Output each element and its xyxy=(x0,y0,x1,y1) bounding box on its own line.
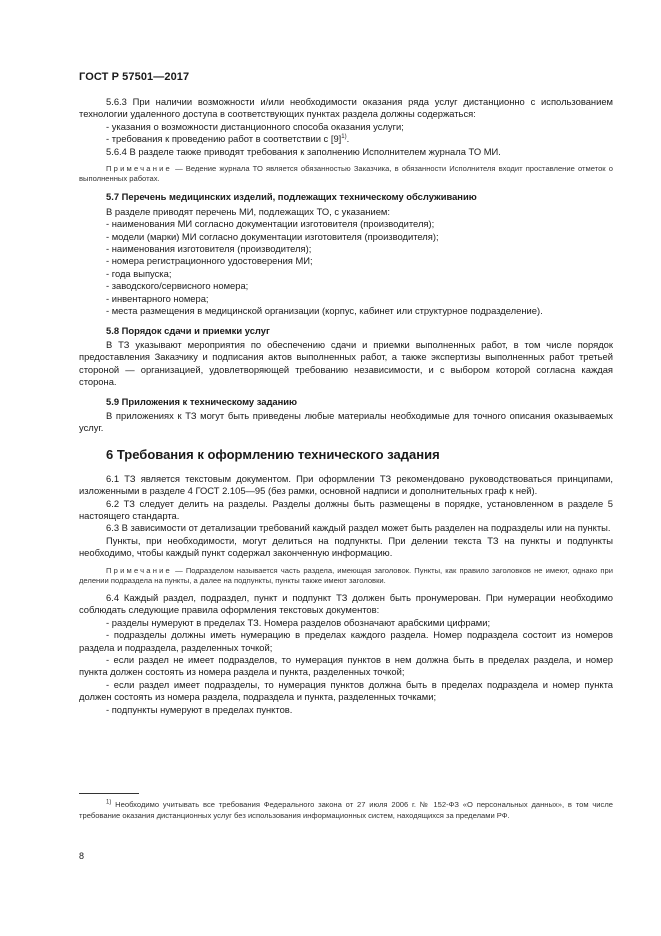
list-item: - года выпуска; xyxy=(106,267,172,279)
document-header: ГОСТ Р 57501—2017 xyxy=(79,71,190,83)
section-5-6-4: 5.6.4 В разделе также приводят требования к заполнению Исполнителем журнала ТО МИ. xyxy=(106,145,501,157)
section-6-heading: 6 Требования к оформлению технического задания xyxy=(106,446,440,462)
footnote-body xyxy=(79,800,613,821)
footnote-text: Необходимо учитывать все требования Федерального закона от 27 июля 2006 г. № 152-ФЗ «О персональных данных», в том числе требование оказания дистанционных услуг без использования информационных систем, находящихся за пределами РФ. xyxy=(79,800,613,820)
note-text: — Ведение журнала ТО является обязанностью Заказчика, в обязанности Исполнителя входит проставление отметок о выполненных работах. xyxy=(79,164,613,184)
list-item: - номера регистрационного удостоверения МИ; xyxy=(106,255,313,267)
list-item-text: - требования к проведению работ в соответствии с [9] xyxy=(106,133,342,145)
section-5-9-heading: 5.9 Приложения к техническому заданию xyxy=(106,395,298,407)
section-5-8-heading: 5.8 Порядок сдачи и приемки услуг xyxy=(106,324,270,336)
list-item xyxy=(79,133,613,145)
note-label: Примечание xyxy=(106,164,172,174)
list-item: - места размещения в медицинской организации (корпус, кабинет или структурное подразделение). xyxy=(106,305,543,317)
page-content xyxy=(79,96,613,716)
list-item: - если раздел не имеет подразделов, то нумерация пунктов в нем должна быть в пределах раздела, и номер пункта должен состоять из номера раздела и пункта, разделенных точкой; xyxy=(79,654,613,678)
section-5-9-text: В приложениях к ТЗ могут быть приведены любые материалы необходимые для точного описания оказываемых услуг. xyxy=(79,409,613,434)
list-item: - если раздел имеет подразделы, то нумерация пунктов должна быть в пределах подраздела и номер пункта должен состоять из номера раздела, подраздела и пункта, разделенных точками; xyxy=(79,678,613,703)
list-item: - модели (марки) МИ согласно документации изготовителя (производителя); xyxy=(106,230,439,242)
note-label: Примечание xyxy=(106,565,172,575)
section-6-1: 6.1 ТЗ является текстовым документом. При оформлении ТЗ рекомендовано руководствоваться принципами, изложенными в разделе 4 ГОСТ 2.105—95 (без рамки, основной надписи и дополнительных граф к ней). xyxy=(79,472,613,497)
page-number: 8 xyxy=(79,851,85,861)
section-5-8-text: В ТЗ указывают мероприятия по обеспечению сдачи и приемки выполненных работ, в том числе порядок предоставления Заказчику и подписания актов выполненных работ, а также экспертизы выполненных работ третьей стороной — организацией, удовлетворяющей требованию независимости, и с выбором которой согласна каждая сторона. xyxy=(79,338,613,388)
note-2 xyxy=(79,566,613,586)
note-1 xyxy=(79,164,613,184)
section-5-6-3-intro: 5.6.3 При наличии возможности и/или необходимости оказания ряда услуг дистанционно с использованием технологии удаленного доступа в соответствующих пунктах раздела должны содержаться: xyxy=(79,96,613,120)
list-item-end: . xyxy=(346,133,350,145)
list-item: - инвентарного номера; xyxy=(106,292,209,304)
list-item: - разделы нумеруют в пределах ТЗ. Номера разделов обозначают арабскими цифрами; xyxy=(106,616,491,628)
section-6-3-continued: Пункты, при необходимости, могут делиться на подпункты. При делении текста ТЗ на пункты и подпункты необходимо, чтобы каждый пункт содержал законченную информацию. xyxy=(79,534,613,559)
footnote xyxy=(79,800,613,821)
list-item: - подпункты нумеруют в пределах пунктов. xyxy=(106,703,293,715)
list-item: - указания о возможности дистанционного способа оказания услуги; xyxy=(106,120,404,132)
section-6-3: 6.3 В зависимости от детализации требований каждый раздел может быть разделен на подразделы или на пункты. xyxy=(106,522,611,534)
list-item: - наименования изготовителя (производителя); xyxy=(106,243,312,255)
footnote-ref[interactable]: 1) xyxy=(341,134,347,141)
section-6-4: 6.4 Каждый раздел, подраздел, пункт и подпункт ТЗ должен быть пронумерован. При нумерации необходимо соблюдать следующие правила оформления текстовых документов: xyxy=(79,592,613,616)
section-6-2: 6.2 ТЗ следует делить на разделы. Разделы должны быть размещены в порядке, установленном в разделе 5 настоящего стандарта. xyxy=(79,497,613,521)
footnote-divider xyxy=(79,793,139,794)
note-text: — Подразделом называется часть раздела, имеющая заголовок. Пункты, как правило заголовков не имеют, однако при делении подраздела на пункты, а далее на подпункты, пункты также имеют заголовки. xyxy=(79,565,613,585)
section-5-7-heading: 5.7 Перечень медицинских изделий, подлежащих техническому обслуживанию xyxy=(106,191,477,203)
footnote-marker: 1) xyxy=(106,799,112,806)
section-5-7-intro: В разделе приводят перечень МИ, подлежащих ТО, с указанием: xyxy=(106,205,390,217)
list-item: - подразделы должны иметь нумерацию в пределах каждого раздела. Номер подраздела состоит из номеров раздела и подраздела, разделенных точкой; xyxy=(79,629,613,653)
list-item: - наименования МИ согласно документации изготовителя (производителя); xyxy=(106,218,435,230)
list-item: - заводского/сервисного номера; xyxy=(106,280,249,292)
